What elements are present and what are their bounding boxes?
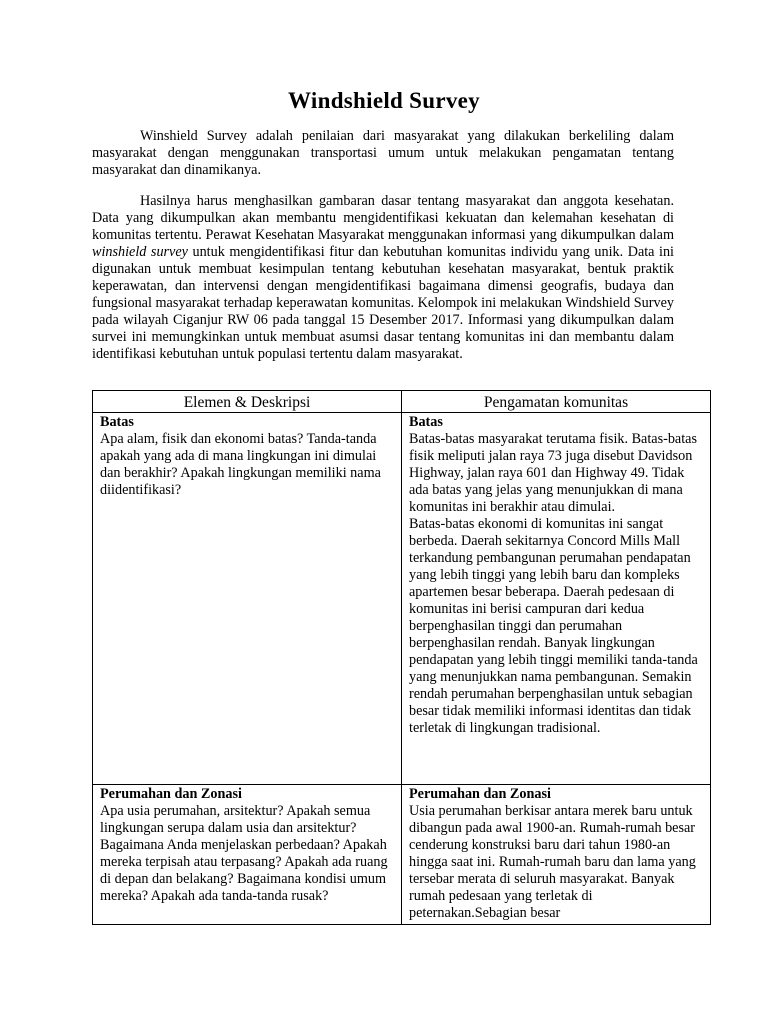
- table-header-row: [93, 391, 711, 413]
- intro-paragraph-2-italic-term: winshield survey: [92, 244, 188, 260]
- observation-text-1: Usia perumahan berkisar antara merek baru untuk dibangun pada awal 1900-an. Rumah-rumah besar cenderung konstruksi baru dari tahun 1980-an hingga saat ini. Rumah-rumah baru dan lama yang tersebar merata di seluruh masyarakat. Banyak rumah pedesaan yang terletak di peternakan.Sebagian besar: [409, 803, 696, 921]
- intro-paragraph-2-part-2: untuk mengidentifikasi fitur dan kebutuhan komunitas individu yang unik. Data ini digunakan untuk membuat kesimpulan tentang kebutuhan kesehatan masyarakat, bentuk praktik keperawatan, dan intervensi dengan mengidentifikasi bagaimana dimensi geografis, budaya dan fungsional masyarakat terhadap keperawatan komunitas. Kelompok ini melakukan Windshield Survey pada wilayah Ciganjur RW 06 pada tanggal 15 Desember 2017. Informasi yang dikumpulkan dalam survei ini memungkinkan untuk membuat asumsi dasar tentang komunitas ini dan membantu dalam identifikasi kebutuhan untuk populasi tertentu dalam masyarakat.: [92, 244, 674, 362]
- observation-title: Batas: [409, 414, 443, 430]
- observation-text-2: Batas-batas ekonomi di komunitas ini sangat berbeda. Daerah sekitarnya Concord Mills Mall terkandung pembangunan perumahan pendapatan yang lebih tinggi yang lebih baru dan kompleks apartemen besar beberapa. Daerah pedesaan di komunitas ini berisi campuran dari kedua berpenghasilan tinggi dan perumahan berpenghasilan rendah. Banyak lingkungan pendapatan yang lebih tinggi memiliki tanda-tanda yang menunjukkan nama pembangunan. Semakin rendah perumahan berpenghasilan untuk sebagian besar tidak memiliki informasi identitas dan tidak terletak di lingkungan tradisional.: [409, 516, 698, 736]
- element-cell-boundaries: [93, 413, 402, 785]
- table-row: [93, 413, 711, 785]
- observation-title: Perumahan dan Zonasi: [409, 786, 551, 802]
- intro-paragraph-2-part-1: Hasilnya harus menghasilkan gambaran dasar tentang masyarakat dan anggota kesehatan. Data yang dikumpulkan akan membantu mengidentifikasi kekuatan dan kelemahan kesehatan di komunitas tertentu. Perawat Kesehatan Masyarakat menggunakan informasi yang dikumpulkan dalam: [92, 193, 674, 243]
- table-row: [93, 785, 711, 925]
- header-element-description: Elemen & Deskripsi: [93, 391, 402, 413]
- observation-cell-housing: [402, 785, 711, 925]
- page-title: Windshield Survey: [288, 88, 480, 113]
- element-title: Batas: [100, 414, 134, 430]
- intro-paragraph-1: Winshield Survey adalah penilaian dari masyarakat yang dilakukan berkeliling dalam masyarakat dengan menggunakan transportasi umum untuk melakukan pengamatan tentang masyarakat dan dinamikanya.: [92, 128, 674, 178]
- element-questions: Apa usia perumahan, arsitektur? Apakah semua lingkungan serupa dalam usia dan arsitektur?Bagaimana Anda menjelaskan perbedaan? Apakah mereka terpisah atau terpasang? Apakah ada ruang di depan dan belakang? Bagaimana kondisi umum mereka? Apakah ada tanda-tanda rusak?: [100, 803, 388, 904]
- observation-cell-boundaries: [402, 413, 711, 785]
- element-questions: Apa alam, fisik dan ekonomi batas? Tanda-tanda apakah yang ada di mana lingkungan ini dimulai dan berakhir? Apakah lingkungan memiliki nama diidentifikasi?: [100, 431, 381, 498]
- observation-text-1: Batas-batas masyarakat terutama fisik. Batas-batas fisik meliputi jalan raya 73 juga disebut Davidson Highway, jalan raya 601 dan Highway 49. Tidak ada batas yang jelas yang menunjukkan di mana komunitas ini berakhir atau dimulai.: [409, 431, 697, 515]
- element-cell-housing: [93, 785, 402, 925]
- element-title: Perumahan dan Zonasi: [100, 786, 242, 802]
- intro-paragraph-2: [92, 193, 674, 363]
- survey-table: [92, 390, 711, 925]
- header-community-observation: Pengamatan komunitas: [402, 391, 711, 413]
